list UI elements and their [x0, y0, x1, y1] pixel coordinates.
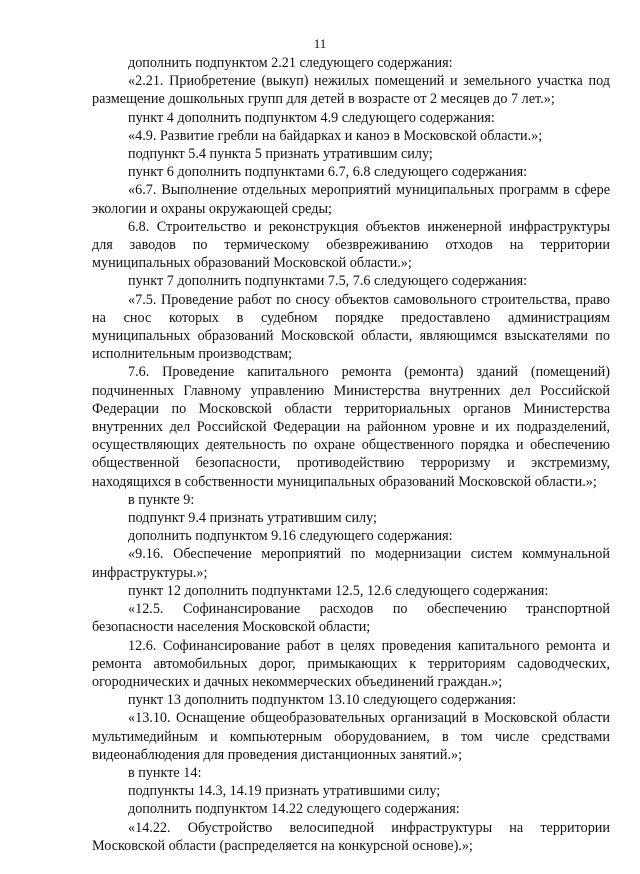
paragraph: «7.5. Проведение работ по сносу объектов самовольного строительства, право на снос которых в судебном порядке предоставлено администрациям муниципальных образований Московской области, являющимся взыскателями по исполнительным производствам;	[92, 291, 610, 363]
paragraph: подпункт 9.4 признать утратившим силу;	[128, 510, 377, 527]
paragraph: «4.9. Развитие гребли на байдарках и каноэ в Московской области.»;	[128, 127, 543, 144]
paragraph: подпункт 5.4 пункта 5 признать утратившим силу;	[128, 146, 433, 163]
page-number: 11	[313, 36, 327, 51]
document-body	[92, 54, 610, 855]
paragraph: «6.7. Выполнение отдельных мероприятий муниципальных программ в сфере экологии и охраны окружающей среды;	[92, 182, 610, 217]
paragraph: «12.5. Софинансирование расходов по обеспечению транспортной безопасности населения Московской области;	[92, 601, 610, 636]
paragraph: пункт 12 дополнить подпунктами 12.5, 12.6 следующего содержания:	[128, 582, 549, 599]
paragraph: 7.6. Проведение капитального ремонта (ремонта) зданий (помещений) подчиненных Главному управлению Министерства внутренних дел Российской Федерации по Московской области территориальных органов Министерства внутренних дел Российской Федерации на районном уровне и их подразделений, осуществляющих деятельность по охране общественного порядка и обеспечению общественной безопасности, противодействию терроризму и экстремизму, находящихся в собственности муниципальных образований Московской области.»;	[92, 364, 610, 490]
paragraph: дополнить подпунктом 2.21 следующего содержания:	[128, 55, 453, 71]
paragraph: 12.6. Софинансирование работ в целях проведения капитального ремонта и ремонта автомобильных дорог, примыкающих к территориям садоводческих, огороднических и дачных некоммерческих объединений граждан.»;	[92, 637, 610, 690]
paragraph: дополнить подпунктом 14.22 следующего содержания:	[128, 801, 460, 818]
paragraph: пункт 13 дополнить подпунктом 13.10 следующего содержания:	[128, 692, 517, 709]
paragraph: подпункты 14.3, 14.19 признать утратившими силу;	[128, 783, 441, 800]
paragraph: «13.10. Оснащение общеобразовательных организаций в Московской области мультимедийным и компьютерным оборудованием, в том числе средствами видеонаблюдения для проведения дистанционных занятий.»;	[92, 710, 610, 763]
paragraph: дополнить подпунктом 9.16 следующего содержания:	[128, 528, 453, 545]
paragraph: «14.22. Обустройство велосипедной инфраструктуры на территории Московской области (распределяется на конкурсной основе).»;	[92, 819, 610, 854]
paragraph: 6.8. Строительство и реконструкция объектов инженерной инфраструктуры для заводов по термическому обезвреживанию отходов на территории муниципальных образований Московской области.»;	[92, 218, 610, 272]
paragraph: в пункте 9:	[128, 491, 195, 508]
paragraph: пункт 6 дополнить подпунктами 6.7, 6.8 следующего содержания:	[128, 164, 528, 181]
paragraph: пункт 7 дополнить подпунктами 7.5, 7.6 следующего содержания:	[128, 273, 528, 290]
paragraph: «2.21. Приобретение (выкуп) нежилых помещений и земельного участка под размещение дошкольных групп для детей в возрасте от 2 месяцев до 7 лет.»;	[92, 73, 610, 108]
paragraph: «9.16. Обеспечение мероприятий по модернизации систем коммунальной инфраструктуры.»;	[92, 546, 610, 581]
paragraph: в пункте 14:	[128, 764, 202, 781]
paragraph: пункт 4 дополнить подпунктом 4.9 следующего содержания:	[128, 109, 495, 126]
